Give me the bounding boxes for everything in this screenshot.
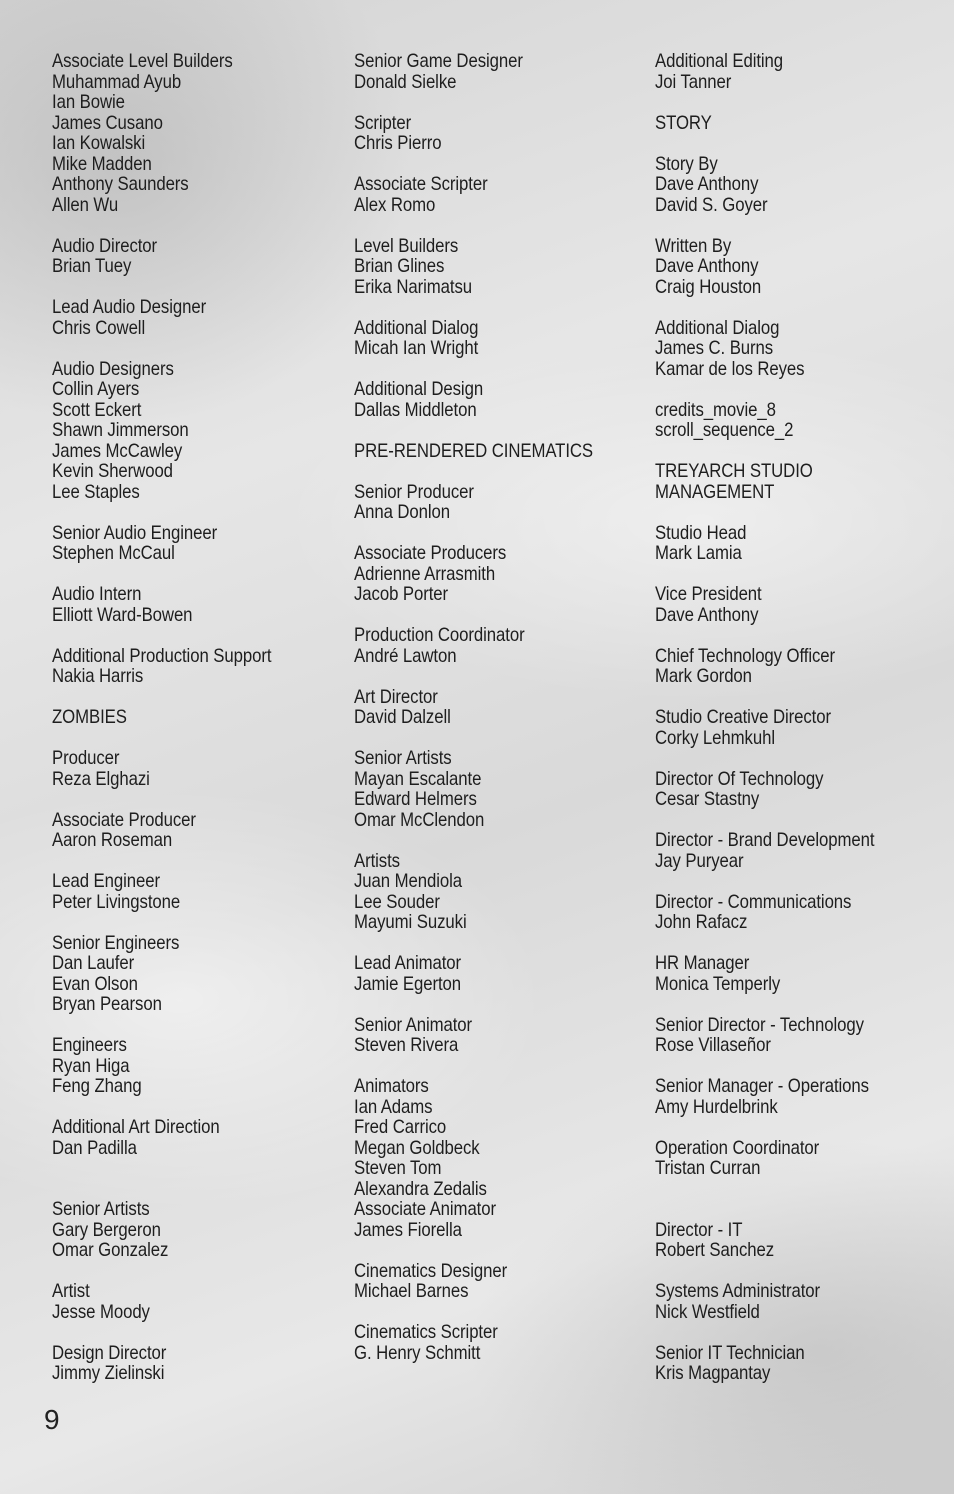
credit-entry [655, 769, 913, 810]
credit-entry [655, 1015, 913, 1056]
credit-role: Associate Producers [354, 542, 507, 564]
credit-name: Rose Villaseñor [655, 1034, 771, 1056]
credit-role: Lead Engineer [52, 870, 160, 892]
credit-entry [655, 830, 913, 871]
credit-name: Corky Lehmkuhl [655, 726, 775, 749]
credit-name: Steven Tom [354, 1157, 442, 1179]
credit-role: Senior Artists [354, 747, 452, 769]
credit-role: Cinematics Scripter [354, 1321, 498, 1343]
credit-name: Edward Helmers [354, 788, 477, 810]
credit-name: Mayumi Suzuki [354, 911, 467, 933]
credits-column-2 [354, 51, 612, 1384]
credit-name: Jesse Moody [52, 1300, 150, 1323]
credit-name: Gary Bergeron [52, 1218, 161, 1241]
credit-role: Chief Technology Officer [655, 644, 836, 667]
credit-role: Audio Intern [52, 583, 142, 605]
credit-name: Brian Glines [354, 255, 445, 277]
credit-entry [354, 236, 612, 298]
credit-role: Lead Animator [354, 952, 462, 974]
credit-name: Ian Kowalski [52, 132, 146, 154]
credit-role: Additional Design [354, 378, 484, 400]
credit-entry [655, 400, 913, 441]
credit-entry [655, 707, 913, 748]
credit-name: Anthony Saunders [52, 173, 189, 195]
credit-role: Cinematics Designer [354, 1259, 508, 1282]
credit-name: James Cusano [52, 111, 163, 134]
credit-name: Dave Anthony [655, 173, 759, 195]
credit-role: Audio Director [52, 234, 158, 257]
credit-role: Senior Audio Engineer [52, 521, 218, 544]
credit-entry [354, 748, 612, 830]
credit-role: Story By [655, 152, 718, 175]
credit-role: HR Manager [655, 952, 750, 974]
credit-name: John Rafacz [655, 911, 748, 933]
credit-entry [655, 113, 913, 134]
credit-entry [354, 113, 612, 154]
credit-entry [655, 461, 913, 502]
credit-name: Amy Hurdelbrink [655, 1095, 778, 1118]
credit-name: Joi Tanner [655, 70, 732, 93]
credit-entry [655, 1220, 913, 1261]
credits-column-1 [52, 51, 310, 1404]
credit-name: Steven Rivera [354, 1034, 459, 1056]
credit-role: Studio Head [655, 521, 747, 544]
credit-role: Level Builders [354, 234, 459, 257]
credit-name: Muhammad Ayub [52, 70, 182, 93]
credit-entry [354, 953, 612, 994]
credit-name: Tristan Curran [655, 1157, 761, 1179]
credit-entry [52, 933, 310, 1015]
credit-entry [52, 1281, 310, 1322]
credit-role: Associate Scripter [354, 173, 488, 195]
credit-role: Senior Producer [354, 480, 474, 503]
credit-role: Senior Engineers [52, 931, 180, 954]
credit-entry [52, 748, 310, 789]
credit-name: Jamie Egerton [354, 972, 462, 995]
credit-role: Design Director [52, 1341, 167, 1364]
credit-name: Chris Cowell [52, 316, 146, 339]
credit-role: Senior Manager - Operations [655, 1075, 869, 1097]
credit-name: Bryan Pearson [52, 993, 162, 1015]
credit-name: Brian Tuey [52, 255, 132, 277]
credit-entry [52, 51, 310, 215]
credit-role: Animators [354, 1075, 429, 1097]
credit-name: James Fiorella [354, 1218, 462, 1241]
credit-entry [655, 1076, 913, 1117]
credit-entry [354, 1015, 612, 1056]
credit-role: Associate Producer [52, 808, 196, 831]
credit-name: Ian Bowie [52, 91, 125, 113]
credit-role: TREYARCH STUDIO [655, 460, 813, 482]
credit-name: Jimmy Zielinski [52, 1362, 165, 1384]
credit-role: STORY [655, 111, 712, 134]
credit-entry [354, 1199, 612, 1240]
credit-role: Senior IT Technician [655, 1341, 805, 1364]
credit-entry [655, 318, 913, 380]
credit-entry [52, 297, 310, 338]
credit-entry [52, 1343, 310, 1384]
credit-name: Scott Eckert [52, 398, 142, 421]
credit-entry [655, 1343, 913, 1384]
credit-entry [354, 441, 612, 462]
page-number: 9 [44, 1404, 60, 1435]
credit-role: Vice President [655, 583, 762, 605]
credit-name: Feng Zhang [52, 1075, 142, 1097]
credit-name: Mike Madden [52, 152, 152, 175]
credit-name: Jacob Porter [354, 583, 449, 605]
credit-name: Ryan Higa [52, 1054, 130, 1077]
credit-role: Artist [52, 1280, 90, 1302]
credit-name: MANAGEMENT [655, 480, 775, 503]
credit-name: Fred Carrico [354, 1116, 447, 1138]
credit-role: Director - Communications [655, 890, 852, 913]
credit-name: Omar Gonzalez [52, 1239, 169, 1261]
credit-name: Dan Padilla [52, 1136, 137, 1159]
credit-entry [52, 1035, 310, 1097]
credit-role: Senior Director - Technology [655, 1013, 864, 1036]
credit-name: Evan Olson [52, 972, 138, 995]
credit-name: Kamar de los Reyes [655, 357, 805, 380]
credit-entry [655, 646, 913, 687]
credit-entry [655, 953, 913, 994]
credit-name: Collin Ayers [52, 378, 140, 400]
credit-name: G. Henry Schmitt [354, 1341, 481, 1364]
credit-role: Senior Artists [52, 1198, 150, 1220]
credit-role: Additional Art Direction [52, 1116, 220, 1138]
credit-name: Peter Livingstone [52, 890, 181, 913]
credit-role: Senior Animator [354, 1013, 473, 1036]
credit-entry [655, 1281, 913, 1322]
credit-name: Mayan Escalante [354, 767, 482, 790]
credit-role: Operation Coordinator [655, 1136, 820, 1159]
credit-entry [52, 646, 310, 687]
credit-entry [52, 359, 310, 503]
credit-entry [354, 482, 612, 523]
credit-entry [354, 51, 612, 92]
credit-entry [655, 584, 913, 625]
credit-name: Elliott Ward-Bowen [52, 603, 193, 626]
credit-entry [52, 584, 310, 625]
credit-entry [52, 707, 310, 728]
credit-entry [52, 1117, 310, 1158]
credit-role: ZOMBIES [52, 706, 127, 728]
credit-entry [354, 174, 612, 215]
credit-name: Dan Laufer [52, 952, 135, 974]
credit-name: Robert Sanchez [655, 1239, 775, 1261]
credit-role: Engineers [52, 1034, 127, 1056]
credit-name: Omar McClendon [354, 808, 485, 831]
credit-name: Dave Anthony [655, 255, 759, 277]
credit-role: Written By [655, 234, 732, 257]
credit-role: Production Coordinator [354, 624, 525, 646]
credit-name: James McCawley [52, 439, 183, 462]
credit-role: Associate Animator [354, 1198, 497, 1220]
credit-name: Mark Gordon [655, 665, 752, 687]
credit-entry [655, 51, 913, 92]
credit-name: scroll_sequence_2 [655, 419, 794, 441]
credit-name: Cesar Stastny [655, 788, 760, 810]
credit-name: Ian Adams [354, 1095, 433, 1118]
credit-name: Lee Staples [52, 480, 140, 503]
credit-entry [354, 379, 612, 420]
credit-entry [52, 523, 310, 564]
credit-role: Art Director [354, 685, 438, 708]
credit-entry [52, 810, 310, 851]
credit-name: Donald Sielke [354, 70, 457, 93]
credit-entry [354, 625, 612, 666]
credit-name: Erika Narimatsu [354, 275, 472, 298]
credit-role: Artists [354, 849, 400, 872]
credits-column-3 [655, 51, 913, 1404]
credit-role: PRE-RENDERED CINEMATICS [354, 439, 594, 462]
credit-entry [354, 687, 612, 728]
credit-entry [354, 1322, 612, 1363]
credit-name: Stephen McCaul [52, 542, 175, 564]
credit-role: Additional Editing [655, 50, 784, 72]
credit-name: Alex Romo [354, 193, 436, 216]
credit-entry [52, 236, 310, 277]
credit-name: Anna Donlon [354, 501, 451, 523]
credit-role: Studio Creative Director [655, 706, 831, 728]
credit-entry [354, 1261, 612, 1302]
credit-entry [354, 543, 612, 605]
credit-role: Systems Administrator [655, 1280, 821, 1302]
credit-name: David S. Goyer [655, 193, 768, 216]
credit-role: Producer [52, 747, 120, 769]
credit-name: Juan Mendiola [354, 870, 462, 892]
credit-name: Adrienne Arrasmith [354, 562, 496, 585]
credit-name: André Lawton [354, 644, 457, 667]
credit-name: David Dalzell [354, 706, 451, 728]
credit-name: Kris Magpantay [655, 1362, 771, 1384]
credit-entry [354, 1076, 612, 1199]
credit-role: Director - Brand Development [655, 829, 875, 851]
credit-role: credits_movie_8 [655, 398, 776, 421]
credit-entry [655, 892, 913, 933]
credit-name: Kevin Sherwood [52, 460, 173, 482]
credit-name: Chris Pierro [354, 132, 442, 154]
credit-role: Additional Production Support [52, 644, 272, 667]
credit-name: Nick Westfield [655, 1300, 760, 1323]
credit-role: Director - IT [655, 1218, 743, 1241]
credit-name: Jay Puryear [655, 849, 744, 872]
credit-role: Senior Game Designer [354, 50, 523, 72]
credit-entry [655, 1138, 913, 1179]
credit-name: Dave Anthony [655, 603, 759, 626]
credit-name: Monica Temperly [655, 972, 781, 995]
credit-name: Shawn Jimmerson [52, 419, 189, 441]
credit-entry [354, 851, 612, 933]
credit-name: Craig Houston [655, 275, 762, 298]
credit-role: Additional Dialog [354, 316, 479, 339]
credit-role: Director Of Technology [655, 767, 824, 790]
credit-role: Lead Audio Designer [52, 296, 207, 318]
credit-entry [655, 236, 913, 298]
credit-entry [655, 154, 913, 216]
credit-role: Additional Dialog [655, 316, 780, 339]
credit-name: James C. Burns [655, 337, 774, 359]
credit-role: Associate Level Builders [52, 50, 233, 72]
credit-name: Allen Wu [52, 193, 119, 216]
credit-role: Audio Designers [52, 357, 174, 380]
credit-name: Aaron Roseman [52, 829, 173, 851]
credit-name: Alexandra Zedalis [354, 1177, 487, 1200]
credit-name: Nakia Harris [52, 665, 144, 687]
credit-name: Reza Elghazi [52, 767, 150, 790]
credit-name: Dallas Middleton [354, 398, 477, 421]
credit-name: Michael Barnes [354, 1280, 469, 1302]
credit-role: Scripter [354, 111, 412, 134]
credit-entry [52, 1199, 310, 1261]
credit-name: Micah Ian Wright [354, 337, 479, 359]
credit-entry [655, 523, 913, 564]
credit-name: Megan Goldbeck [354, 1136, 480, 1159]
credit-name: Lee Souder [354, 890, 440, 913]
credit-entry [52, 871, 310, 912]
credit-entry [354, 318, 612, 359]
credit-name: Mark Lamia [655, 542, 742, 564]
